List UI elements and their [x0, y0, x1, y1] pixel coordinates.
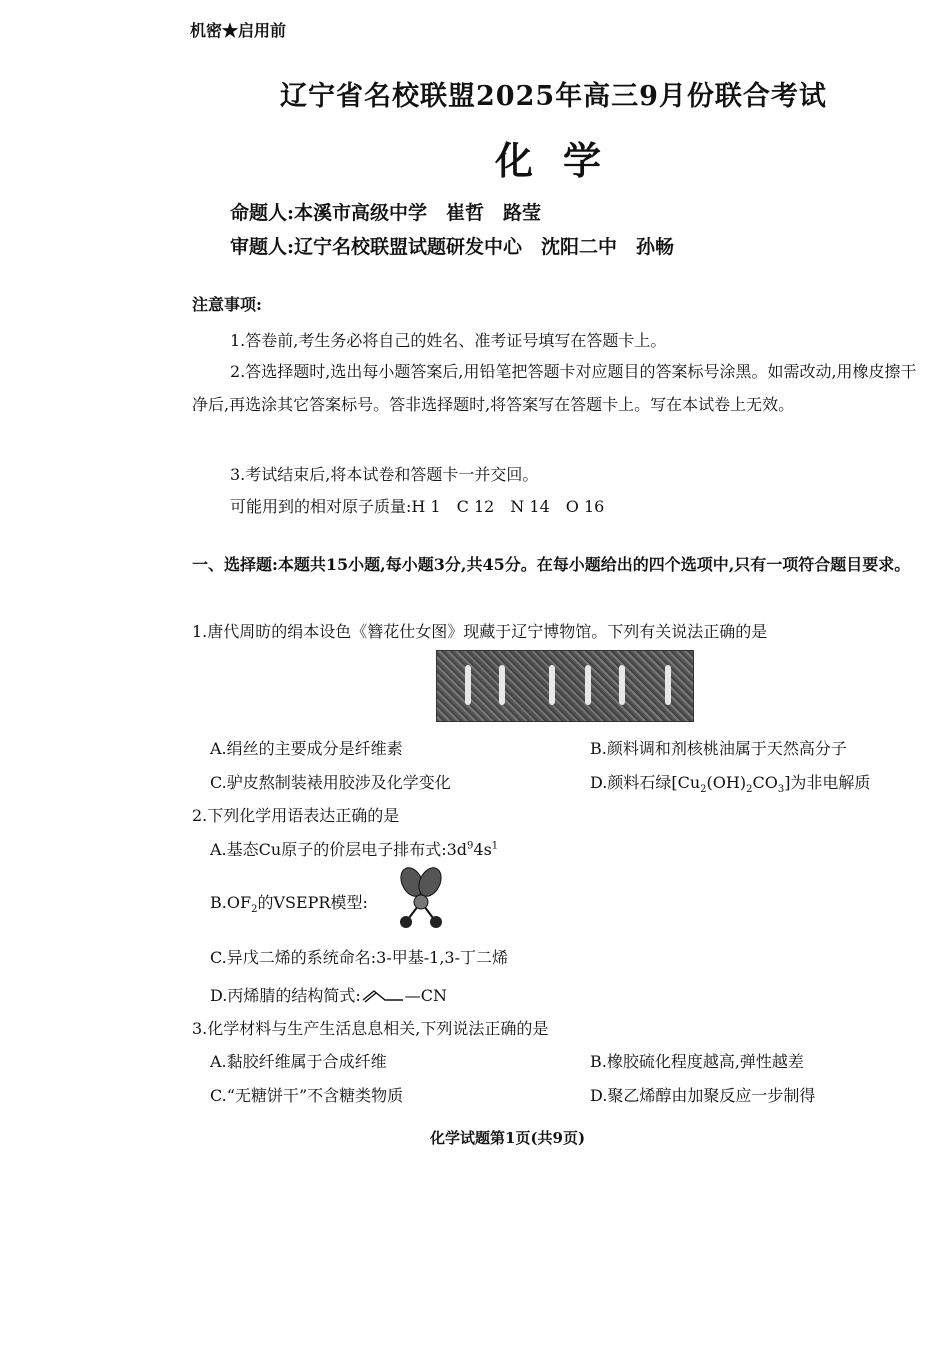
painting-figure: [549, 665, 555, 705]
painting-figure: [585, 665, 591, 705]
vsepr-model-icon: [398, 866, 444, 932]
subject-title: 化学: [495, 138, 632, 183]
acrylonitrile-skeletal-icon: [361, 988, 405, 1006]
painting-figure: [665, 665, 671, 705]
painting-image: [436, 650, 694, 722]
q3-option-c: C.“无糖饼干”不含糖类物质: [210, 1086, 404, 1105]
q1-option-b: B.颜料调和剂核桃油属于天然高分子: [590, 739, 847, 758]
notice-heading: 注意事项:: [192, 295, 262, 314]
q2-option-d: D.丙烯腈的结构简式: —CN: [210, 986, 447, 1005]
atomic-mass-line: 可能用到的相对原子质量:H 1 C 12 N 14 O 16: [230, 497, 605, 516]
q1-option-a: A.绢丝的主要成分是纤维素: [210, 739, 403, 758]
painting-figure: [465, 665, 471, 705]
q3-option-b: B.橡胶硫化程度越高,弹性越差: [590, 1052, 804, 1071]
exam-title: 辽宁省名校联盟2025年高三9月份联合考试: [280, 81, 827, 112]
notice-item-3: 3.考试结束后,将本试卷和答题卡一并交回。: [230, 465, 539, 484]
q3-option-a: A.黏胶纤维属于合成纤维: [210, 1052, 387, 1071]
painting-figure: [499, 665, 505, 705]
q3-option-d: D.聚乙烯醇由加聚反应一步制得: [590, 1086, 816, 1105]
q2-option-b: $B.OF_2$的VSEPR模型:: [210, 893, 368, 916]
notice-item-1: 1.答卷前,考生务必将自己的姓名、准考证号填写在答题卡上。: [230, 331, 667, 350]
confidential-label: 机密★启用前: [190, 21, 287, 40]
q1-option-c: C.驴皮熬制装裱用胶涉及化学变化: [210, 773, 451, 792]
painting-figure: [619, 665, 625, 705]
question-2-stem: 2.下列化学用语表达正确的是: [192, 806, 400, 825]
reviewer-line: 审题人:辽宁名校联盟试题研发中心 沈阳二中 孙畅: [230, 236, 675, 258]
section-heading: 一、选择题:本题共15小题,每小题3分,共45分。在每小题给出的四个选项中,只有一项符合题目要求。: [192, 555, 911, 574]
q1-option-d: D.颜料石绿$[Cu_2(OH)_2CO_3]$为非电解质: [590, 773, 871, 796]
notice-item-2: 2.答选择题时,选出每小题答案后,用铅笔把答题卡对应题目的答案标号涂黑。如需改动,用橡皮擦干净后,再选涂其它答案标号。答非选择题时,将答案写在答题卡上。写在本试卷上无效。: [192, 362, 917, 414]
q2-option-a: A.基态Cu原子的价层电子排布式$:3d^94s^1$: [210, 840, 499, 859]
page-footer: 化学试题第1页(共9页): [430, 1129, 586, 1147]
q2-option-c: C.异戊二烯的系统命名:3-甲基-1,3-丁二烯: [210, 948, 508, 967]
question-1-stem: 1.唐代周昉的绢本设色《簪花仕女图》现藏于辽宁博物馆。下列有关说法正确的是: [192, 622, 768, 641]
author-line: 命题人:本溪市高级中学 崔哲 路莹: [230, 202, 542, 224]
question-3-stem: 3.化学材料与生产生活息息相关,下列说法正确的是: [192, 1019, 549, 1038]
